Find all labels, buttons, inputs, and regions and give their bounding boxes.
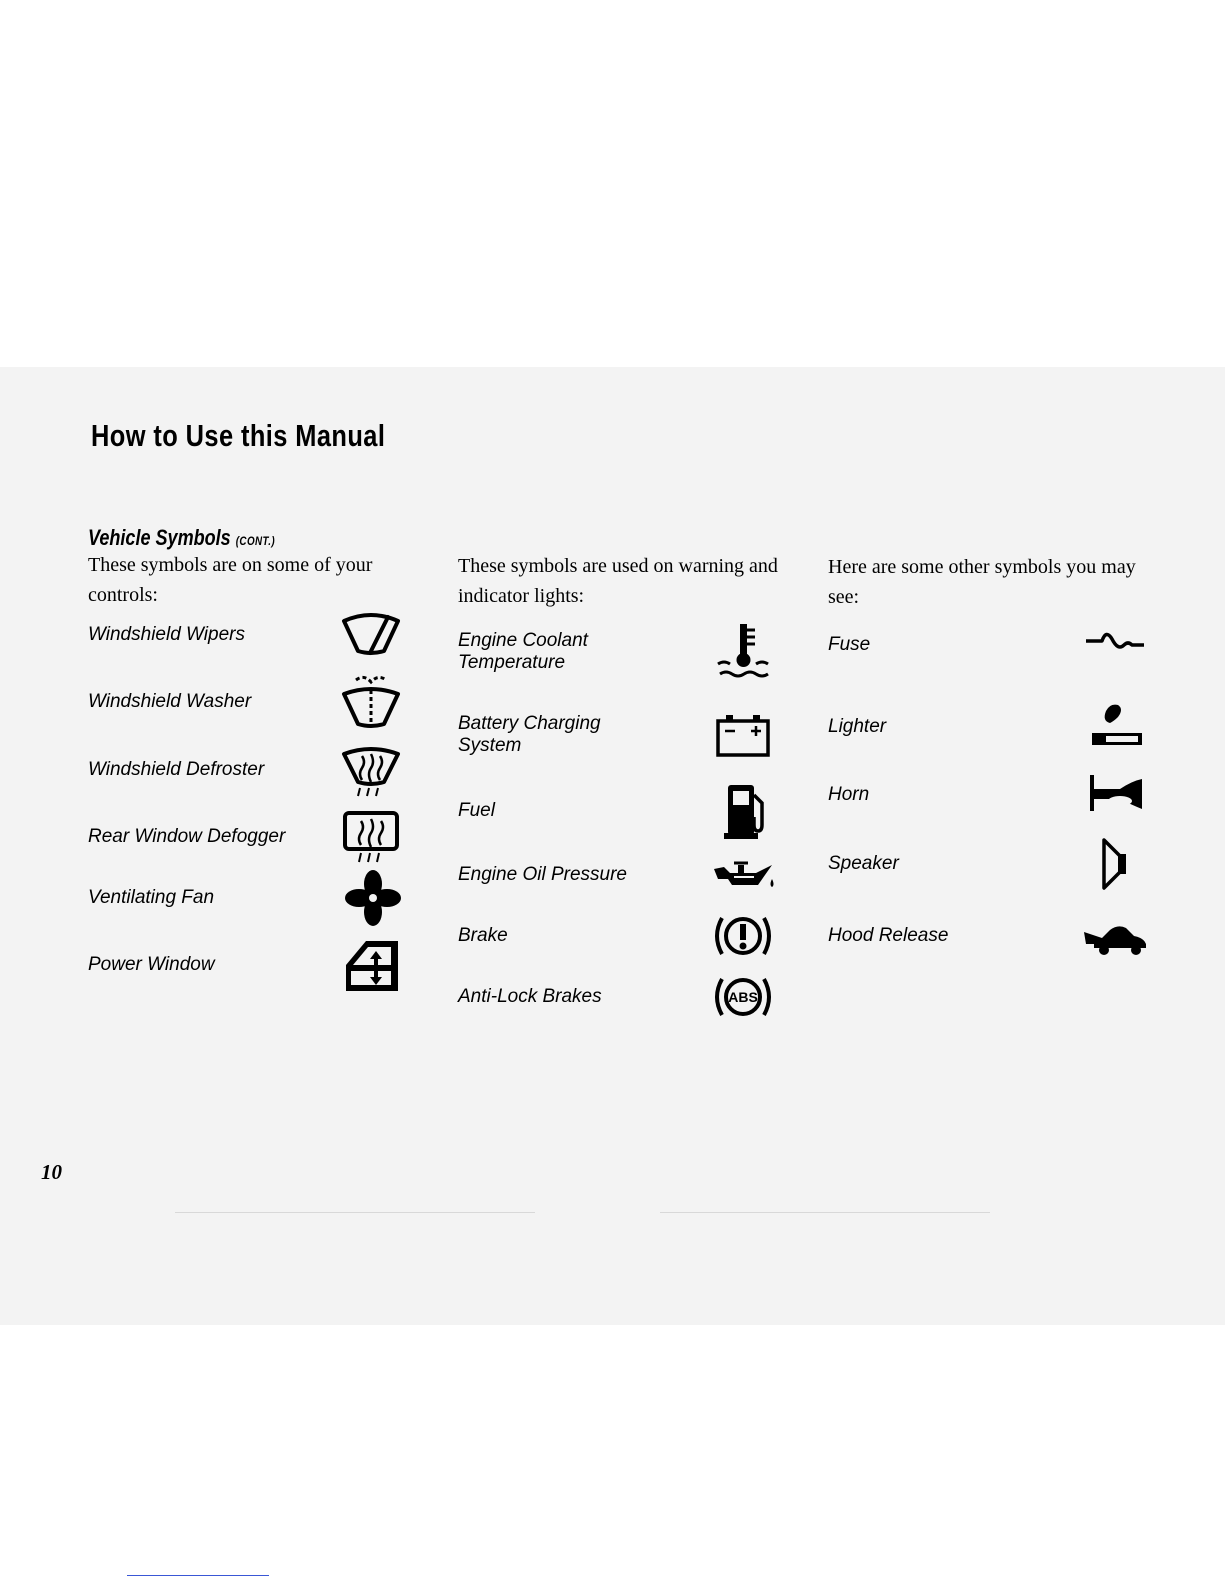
symbol-row-engine-oil-pressure — [458, 845, 778, 905]
engine-coolant-temperature-icon — [708, 622, 778, 682]
symbol-label: Fuse — [828, 634, 871, 655]
section-heading — [88, 525, 275, 551]
symbol-row-engine-coolant-temperature — [458, 622, 778, 682]
fuse-icon — [1080, 615, 1150, 675]
warning-lights-intro: These symbols are used on warning and indicator lights: — [458, 555, 778, 607]
abs-icon — [708, 967, 778, 1027]
symbol-row-brake — [458, 906, 778, 966]
symbol-label: Horn — [828, 784, 870, 805]
symbol-row-lighter — [828, 697, 1150, 757]
symbol-row-anti-lock-brakes — [458, 967, 778, 1027]
symbol-row-rear-window-defogger — [88, 807, 406, 867]
symbol-row-fuse — [828, 615, 1150, 675]
speaker-icon — [1080, 834, 1150, 894]
symbol-row-windshield-washer — [88, 672, 406, 732]
battery-icon — [708, 705, 778, 765]
symbol-row-fuel — [458, 781, 778, 841]
footer-divider — [175, 1212, 535, 1213]
symbol-label: Brake — [458, 925, 508, 946]
power-window-icon — [336, 935, 406, 995]
symbol-row-windshield-wipers — [88, 605, 406, 665]
lighter-icon — [1080, 697, 1150, 757]
symbol-label: Windshield Defroster — [88, 759, 265, 780]
symbol-label: Anti-Lock Brakes — [458, 986, 602, 1007]
symbol-label: Ventilating Fan — [88, 887, 215, 908]
brake-warning-icon — [708, 906, 778, 966]
ventilating-fan-icon — [336, 868, 406, 928]
horn-icon — [1080, 765, 1150, 825]
symbol-label: Speaker — [828, 853, 899, 874]
symbol-row-horn — [828, 765, 1150, 825]
symbol-row-battery-charging-system — [458, 705, 778, 765]
symbol-label: Engine Coolant Temperature — [458, 630, 588, 673]
windshield-washer-icon — [336, 672, 406, 732]
page-number: 10 — [41, 1160, 62, 1184]
symbol-row-windshield-defroster — [88, 740, 406, 800]
rear-window-defogger-icon — [336, 807, 406, 867]
windshield-defroster-icon — [336, 740, 406, 800]
symbol-label: Battery Charging System — [458, 713, 601, 756]
symbol-label: Windshield Wipers — [88, 624, 245, 645]
other-symbols-intro: Here are some other symbols you may see: — [828, 556, 1136, 608]
symbol-row-ventilating-fan — [88, 868, 406, 928]
symbol-label: Rear Window Defogger — [88, 826, 286, 847]
abs-icon-text: ABS — [728, 989, 758, 1005]
page-title: How to Use this Manual — [91, 418, 386, 453]
symbol-row-power-window — [88, 935, 406, 995]
symbol-row-speaker — [828, 834, 1150, 894]
fuel-pump-icon — [708, 781, 778, 841]
symbol-label: Fuel — [458, 800, 495, 821]
symbol-label: Lighter — [828, 716, 887, 737]
section-continued-note: (CONT.) — [235, 534, 276, 548]
bottom-link-underline[interactable] — [127, 1575, 269, 1576]
oil-can-icon — [708, 845, 778, 905]
symbol-label: Engine Oil Pressure — [458, 864, 627, 885]
section-title: Vehicle Symbols — [88, 525, 231, 550]
footer-divider — [660, 1212, 990, 1213]
symbol-label: Windshield Washer — [88, 691, 252, 712]
hood-release-icon — [1080, 906, 1150, 966]
windshield-wipers-icon — [336, 605, 406, 665]
controls-intro: These symbols are on some of your controls: — [88, 554, 373, 606]
symbol-row-hood-release — [828, 906, 1150, 966]
symbol-label: Hood Release — [828, 925, 949, 946]
symbol-label: Power Window — [88, 954, 215, 975]
